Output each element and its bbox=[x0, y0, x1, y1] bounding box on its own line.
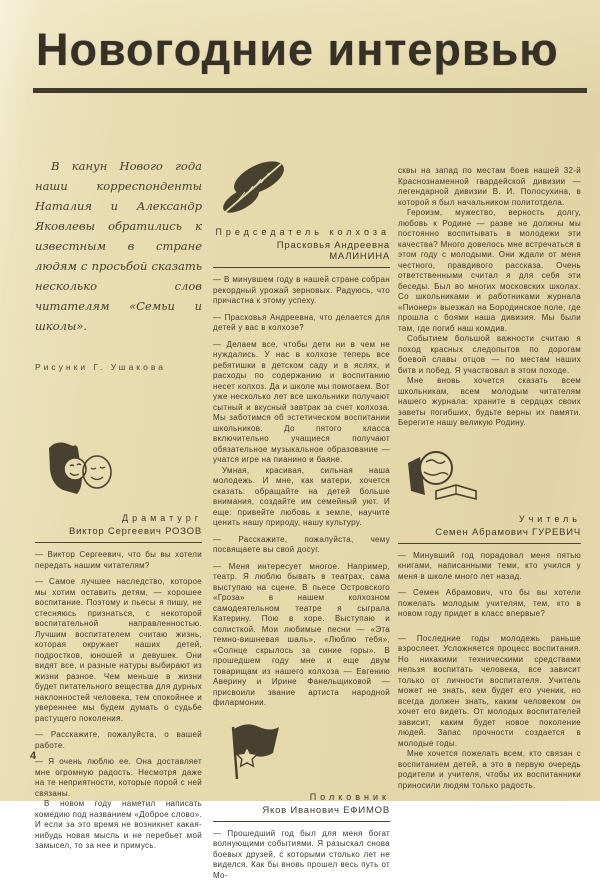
wheat-sheaf-icon bbox=[215, 158, 390, 221]
paragraph: — Я очень люблю ее. Она доставляет мне огромную радость. Несмотря даже на те неприятности, которые порой с ней связаны. bbox=[35, 757, 202, 799]
theater-masks-icon bbox=[37, 440, 202, 507]
interview-colonel-continued bbox=[398, 166, 581, 429]
interview-chairwoman bbox=[213, 275, 390, 709]
paragraph: — Минувший год порадовал меня пятью книгами, написанными теми, кто учился у меня в школе много лет назад. bbox=[398, 551, 581, 583]
section-role: Учитель bbox=[398, 514, 581, 524]
paragraph: Событием большой важности считаю я поход красных следопытов по дорогам боевой славы отцов — по местам наших битв и побед. Я участвовал в этом походе. bbox=[398, 334, 581, 376]
headline-rule bbox=[33, 88, 587, 93]
page-title: Новогодние интервью bbox=[36, 24, 588, 76]
section-rule bbox=[213, 267, 390, 268]
section-role: Драматург bbox=[35, 513, 202, 523]
section-rule bbox=[35, 542, 202, 543]
section-name: Семен Абрамович ГУРЕВИЧ bbox=[398, 527, 581, 538]
section-name: Яков Иванович ЕФИМОВ bbox=[213, 805, 390, 816]
illustration-credit: Рисунки Г. Ушакова bbox=[35, 362, 202, 372]
paragraph: — Последние годы молодежь раньше взрослеет. Усложняется процесс воспитания. Но никакими техническими средствами нельзя воспитать человека, все зависит только от личности воспитателя. Учитель может не знать, кем будет его ученик, но всегда должен знать, каким человеком он хочет его видеть. От молодых воспитателей зависит, каким будет новое поколение людей. Запас прочности создается в молодые годы. bbox=[398, 634, 581, 750]
column-middle bbox=[213, 100, 390, 801]
section-header-dramatist bbox=[35, 513, 202, 543]
column-left bbox=[35, 100, 202, 801]
column-right bbox=[398, 100, 581, 801]
paragraph: Героизм, мужество, верность долгу, любовь к Родине — разве не должны мы постоянно воспитывать в молодежи эти качества? Много довелось мне встречаться в этом году с молодыми. Они ждали от меня честного, правдивого рассказа. Очень ответственными считал я для себя эти беседы. Был во многих московских школах. Со школьниками и работниками журнала «Пионер» выезжал на Бородинское поле, где прошла с боями наша дивизия. Мы были там, где погиб наш комдив. bbox=[398, 208, 581, 334]
interview-dramatist bbox=[35, 550, 202, 852]
editorial-intro: В канун Нового года наши корреспонденты Наталия и Александр Яковлевы обратились к известным в стране людям с просьбой сказать несколько слов читателям «Семьи и школы». bbox=[35, 156, 202, 336]
section-role: Председатель колхоза bbox=[213, 227, 390, 237]
paragraph: — Самое лучшее наследство, которое мы хотим оставить детям, — хорошее воспитание. Поэтому и пьесы я пишу, не стесняюсь признаться, с некоторой воспитательной направленностью. Лучшим воспитателем считаю жизнь, которая окружает наших детей, подростков, юношей и девушек. Они видят все, и разные натуры выбирают из жизни разное. Чем меньше в жизни будет питательного вещества для дурных наклонностей человека, тем спокойнее и увереннее мы будем думать о судьбе растущего поколения. bbox=[35, 577, 202, 724]
section-name: Виктор Сергеевич РОЗОВ bbox=[35, 526, 202, 537]
paragraph: — Прасковья Андреевна, что делается для детей у вас в колхозе? bbox=[213, 313, 390, 334]
page-number: 4 bbox=[30, 750, 36, 762]
interview-colonel bbox=[213, 829, 390, 881]
section-header-colonel bbox=[213, 792, 390, 822]
paragraph: — Расскажите, пожалуйста, чему посвящаете вы свой досуг. bbox=[213, 535, 390, 556]
paragraph: — Делаем все, чтобы дети ни в чем не нуждались. У нас в колхозе теперь все ребятишки в детском саду и в яслях, и расходы по содержанию и воспитанию несет колхоз. Да и школе мы помогаем. Вот уже несколько лет все школьники получают сытный и вкусный завтрак за счет колхоза. Мы заботимся об эстетическом воспитании школьников. До пятого класса включительно учащиеся получают обязательное музыкальное образование — учатся игре на пианино и баяне. bbox=[213, 340, 390, 466]
paragraph: — В минувшем году в нашей стране собран рекордный урожай зерновых. Радуюсь, что причастна к этому успеху. bbox=[213, 275, 390, 307]
paragraph: — Прошедший год был для меня богат волнующими событиями. Я разыскал снова боевых друзей, с которыми столько лет не виделся. Как бы вновь прошел весь путь от Мо- bbox=[213, 829, 390, 881]
globe-book-icon bbox=[400, 445, 581, 508]
interview-teacher bbox=[398, 551, 581, 792]
section-name: Прасковья Андреевна МАЛИНИНА bbox=[213, 240, 390, 262]
paragraph: Мне вновь хочется сказать всем школьникам, всем молодым читателям нашего журнала: храните в сердцах своих заветы погибших, будьте верны их памяти. Берегите нашу великую Родину. bbox=[398, 376, 581, 429]
red-flag-star-icon bbox=[217, 719, 390, 786]
section-header-chairwoman bbox=[213, 227, 390, 268]
section-role: Полковник bbox=[213, 792, 390, 802]
section-rule bbox=[398, 543, 581, 544]
paragraph: — Виктор Сергеевич, что бы вы хотели передать нашим читателям? bbox=[35, 550, 202, 571]
paragraph: Умная, красивая, сильная наша молодежь. И мне, как матери, хочется сказать: обращайте на детей больше внимания, создайте им семейный уют. И еще: привейте любовь к земле, научите ценить нашу природу, нашу культуру. bbox=[213, 466, 390, 529]
paragraph: Мне хочется пожелать всем, кто связан с воспитанием детей, а это в первую очередь родители и учителя, чтобы их воспитанники приносили людям только радость. bbox=[398, 749, 581, 791]
paragraph: сквы на запад по местам боев нашей 32-й Краснознаменной гвардейской дивизии — легендарной дивизии В. И. Полосухина, в которой я был начальником политотдела. bbox=[398, 166, 581, 208]
paragraph: — Меня интересует многое. Например, театр. Я люблю бывать в театрах, сама выступаю на сцене. В пьесе Островского «Гроза» в нашем колхозном самодеятельном театре я сыграла Катерину. Пою в хоре. Выступаю и солисткой. Мои любимые песни — «Эта темно-вишневая шаль», «Люблю тебя», «Солнце скрылось за синие горы». В прошедшем году мне и еще двум товарищам из нашего колхоза — Евгению Аверину и Ирине Фанельщиковой — присвоили звание артиста народной филармонии. bbox=[213, 562, 390, 709]
paragraph: — Семен Абрамович, что бы вы хотели пожелать молодым учителям, тем, кто в новом году придет в класс впервые? bbox=[398, 588, 581, 620]
paragraph: В новом году наметил написать комедию под названием «Доброе слово». И если за это время не возникнет какая-нибудь новая мысль и не перебьет мой замысел, то за нее и примусь. bbox=[35, 799, 202, 852]
section-header-teacher bbox=[398, 514, 581, 544]
section-rule bbox=[213, 821, 390, 822]
paragraph: — Расскажите, пожалуйста, о вашей работе. bbox=[35, 730, 202, 751]
